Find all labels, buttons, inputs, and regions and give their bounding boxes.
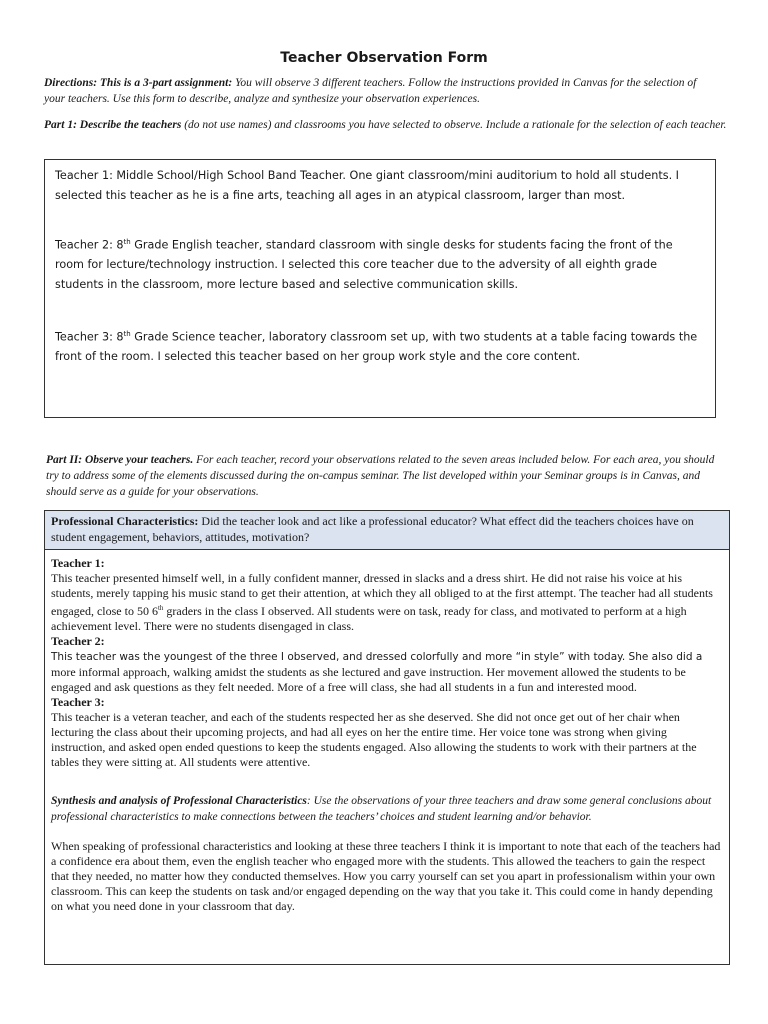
teacher3-description: Teacher 3: 8th Grade Science teacher, laboratory classroom set up, with two students at a table facing towards the front of the room. I selected this teacher based on her group work style and the core content. xyxy=(55,330,698,364)
part2-lead: Part II: Observe your teachers. xyxy=(46,454,194,466)
teacher3-label: Teacher 3: xyxy=(51,695,105,709)
part1-paragraph xyxy=(44,117,728,133)
teacher1-label: Teacher 1: xyxy=(51,556,105,570)
synthesis-response: When speaking of professional characteristics and looking at these three teachers I think it is important to note that each of the teachers had a confidence era about them, even the english teacher who engaged more with the students. This allowed the teachers to gain the respect that they needed, no matter how they conducted themselves. How you carry yourself can set you apart in professionalism within your own classroom. This can keep the students on task and/or engaged depending on the way that you take it. This could come in handy depending on what you need done in your classroom that day. xyxy=(51,839,721,913)
directions-body: You will observe 3 different teachers. Follow the instructions provided in Canvas for the selection of your teachers. Use this form to describe, analyze and synthesize your observation experiences. xyxy=(44,77,697,105)
professional-characteristics-table xyxy=(44,510,730,965)
teacher2-description: Teacher 2: 8th Grade English teacher, standard classroom with single desks for students facing the front of the room for lecture/technology instruction. I selected this core teacher due to the adversity of all eighth grade students in the classroom, more lecture based and selective communication skills. xyxy=(55,238,673,291)
professional-characteristics-header: Professional Characteristics: Did the teacher look and act like a professional educator? What effect did the teachers choices have on student engagement, behaviors, attitudes, motivation? xyxy=(45,511,729,550)
directions-paragraph xyxy=(44,75,720,107)
teacher3-observation: This teacher is a veteran teacher, and each of the students respected her as she deserved. She did not once get out of her chair when lecturing the class about their upcoming projects, and had all eyes on her the entire time. Her voice tone was strong when giving instruction, and asked open ended questions to keep the students engaged. Also allowing the students to work with their partners at the tables they were sitting at. All students were attentive. xyxy=(51,710,697,769)
part2-paragraph xyxy=(46,452,726,500)
part1-lead: Part 1: Describe the teachers xyxy=(44,119,182,131)
professional-characteristics-body xyxy=(45,550,729,914)
teacher1-description: Teacher 1: Middle School/High School Band Teacher. One giant classroom/mini auditorium to hold all students. I selected this teacher as he is a fine arts, teaching all ages in an atypical classroom, larger than most. xyxy=(55,169,679,202)
part1-body: (do not use names) and classrooms you have selected to observe. Include a rationale for the selection of each teacher. xyxy=(181,119,727,131)
teacher1-observation: This teacher presented himself well, in a fully confident manner, dressed in slacks and a dress shirt. He did not raise his voice at his students, merely tapping his music stand to get their attention, at which they all obliged to at the first attempt. The teacher had all students engaged, close to 50 6th graders in the class I observed. All students were on task, ready for class, and motivated to perform at a high achievement level. There were no students disengaged in class. xyxy=(51,571,713,633)
form-title: Teacher Observation Form xyxy=(280,50,488,66)
teacher-description-box xyxy=(44,159,716,418)
part2-body: For each teacher, record your observations related to the seven areas included below. For each area, you should try to address some of the elements discussed during the on-campus seminar. The list developed within your Seminar groups is in Canvas, and should serve as a guide for your observations. xyxy=(46,454,715,498)
teacher2-observation: This teacher was the youngest of the three I observed, and dressed colorfully and more “in style” with today. She also did a more informal approach, walking amidst the students as she lectured and gave instruction. Her movement allowed the students to be engaged and ask questions as they felt needed. More of a free will class, she had all students in a fun and interested mood. xyxy=(51,651,703,694)
directions-lead: Directions: This is a 3-part assignment: xyxy=(44,77,233,89)
teacher2-label: Teacher 2: xyxy=(51,634,105,648)
synthesis-prompt: Synthesis and analysis of Professional Characteristics: Use the observations of your three teachers and draw some general conclusions about professional characteristics to make connections between the teachers’ choices and student learning and/or behavior. xyxy=(51,795,712,823)
